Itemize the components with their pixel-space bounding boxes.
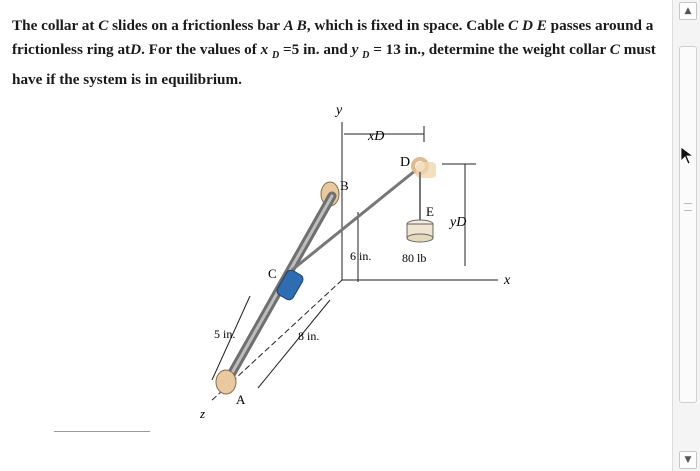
scroll-thumb[interactable] [679,46,697,403]
axis-z-label: z [200,406,206,421]
dim-5in-label: 5 in. [214,327,236,341]
collar-bar-figure [180,100,520,430]
scroll-down-button[interactable]: ▼ [679,451,697,469]
yd-label: yD [450,215,467,230]
mouse-cursor-icon [680,146,696,166]
bracket-a [216,370,236,394]
label-b: B [340,178,349,193]
weight-label: 80 lb [402,251,427,265]
label-c: C [268,266,277,281]
axis-x-label: x [504,273,511,288]
label-a: A [236,392,246,407]
vertical-scrollbar[interactable] [672,0,700,471]
answer-input-line[interactable] [54,431,150,432]
scroll-up-button[interactable]: ▲ [679,2,697,20]
weight-bottom [407,234,433,242]
label-e: E [426,204,434,219]
label-d: D [400,155,411,170]
dim-6in-label: 6 in. [350,249,372,263]
axis-y-label: y [336,103,343,118]
dim-8in-label: 8 in. [298,329,320,343]
problem-statement: The collar at C slides on a frictionless bar A B, which is fixed in space. Cable C D E passes around a frictionless ring atD. For the values of x $_D$ =5 in. and y $_D$ = 13 in., determine the weight collar C must have if the system is in equilibrium. [12,17,656,89]
scroll-grip-icon [684,203,692,211]
xd-label: xD [368,129,385,144]
